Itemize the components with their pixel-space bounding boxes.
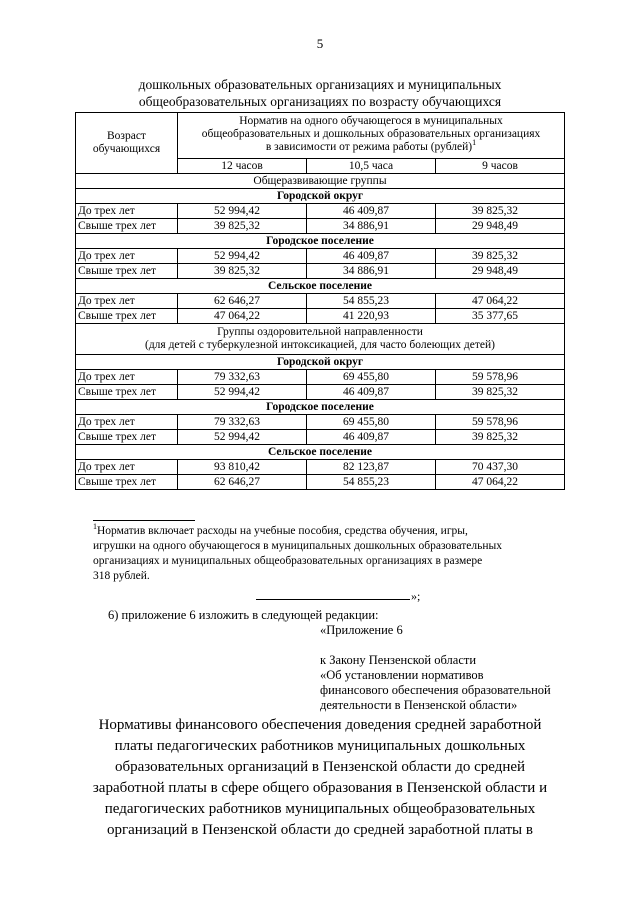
value-cell: 54 855,23	[306, 294, 435, 309]
value-cell: 54 855,23	[306, 475, 435, 490]
title-line: Нормативы финансового обеспечения доведения средней заработной	[98, 717, 542, 733]
table-row	[76, 475, 565, 490]
value-cell: 39 825,32	[435, 204, 564, 219]
age-cell: Свыше трех лет	[76, 385, 178, 400]
section-title: Сельское поселение	[76, 279, 565, 294]
value-cell: 46 409,87	[306, 385, 435, 400]
footnote-marker: 1	[93, 522, 97, 532]
section-title: Городской округ	[76, 189, 565, 204]
appendix-line: «Об установлении нормативов	[320, 668, 484, 682]
value-cell: 35 377,65	[435, 309, 564, 324]
table-row	[76, 460, 565, 475]
value-cell: 41 220,93	[306, 309, 435, 324]
norm-table	[75, 112, 565, 490]
value-cell: 39 825,32	[435, 430, 564, 445]
value-cell: 34 886,91	[306, 219, 435, 234]
age-column-header: Возраст обучающихся	[76, 113, 178, 174]
hours-10-5: 10,5 часа	[306, 159, 435, 174]
hours-12: 12 часов	[178, 159, 307, 174]
closing-rule	[256, 599, 410, 600]
appendix-line: финансового обеспечения образовательной	[320, 683, 551, 697]
age-cell: Свыше трех лет	[76, 264, 178, 279]
table-row	[76, 219, 565, 234]
section-title: Городское поселение	[76, 234, 565, 249]
value-cell: 62 646,27	[178, 294, 307, 309]
title-line: образовательных организаций в Пензенской области до средней	[114, 759, 526, 775]
value-cell: 70 437,30	[435, 460, 564, 475]
table-row	[76, 264, 565, 279]
table-row	[76, 370, 565, 385]
age-cell: До трех лет	[76, 249, 178, 264]
value-cell: 34 886,91	[306, 264, 435, 279]
table-row	[76, 309, 565, 324]
value-cell: 39 825,32	[435, 385, 564, 400]
title-line: педагогических работников муниципальных общеобразовательных	[104, 801, 536, 817]
footnote-divider	[93, 520, 195, 521]
table-row	[76, 415, 565, 430]
hours-9: 9 часов	[435, 159, 564, 174]
table-row	[76, 204, 565, 219]
value-cell: 29 948,49	[435, 219, 564, 234]
title-line: организаций в Пензенской области до средней заработной платы в	[107, 822, 533, 838]
age-cell: Свыше трех лет	[76, 309, 178, 324]
value-cell: 52 994,42	[178, 385, 307, 400]
page-number: 5	[316, 36, 324, 51]
title-line: заработной платы в сфере общего образования в Пензенской области и	[92, 780, 548, 796]
section-title-heading	[70, 715, 570, 841]
value-cell: 39 825,32	[178, 219, 307, 234]
closing-mark: »;	[411, 589, 421, 603]
table-row	[76, 385, 565, 400]
caption-line: общеобразовательных организациях по возрасту обучающихся	[138, 94, 502, 109]
footnote-line: $^1$Норматив включает расходы на учебные пособия, средства обучения, игры,	[93, 522, 468, 537]
value-cell: 46 409,87	[306, 430, 435, 445]
value-cell: 82 123,87	[306, 460, 435, 475]
section-title: Городской округ	[76, 355, 565, 370]
section-title: Сельское поселение	[76, 445, 565, 460]
value-cell: 46 409,87	[306, 204, 435, 219]
value-cell: 79 332,63	[178, 370, 307, 385]
age-cell: До трех лет	[76, 204, 178, 219]
age-cell: Свыше трех лет	[76, 430, 178, 445]
value-cell: 29 948,49	[435, 264, 564, 279]
section-title: Городское поселение	[76, 400, 565, 415]
appendix-line: к Закону Пензенской области	[320, 653, 477, 667]
appendix-line: «Приложение 6	[320, 623, 403, 637]
value-cell: 52 994,42	[178, 249, 307, 264]
value-cell: 52 994,42	[178, 204, 307, 219]
table-caption	[70, 76, 570, 110]
table-row	[76, 294, 565, 309]
value-cell: 47 064,22	[435, 475, 564, 490]
value-cell: 69 455,80	[306, 415, 435, 430]
footnote-line: игрушки на одного обучающегося в муниципальных дошкольных образовательных	[93, 540, 502, 552]
table-header-row	[76, 113, 565, 159]
caption-line: дошкольных образовательных организациях и муниципальных	[138, 77, 502, 92]
age-cell: Свыше трех лет	[76, 219, 178, 234]
age-cell: Свыше трех лет	[76, 475, 178, 490]
age-cell: До трех лет	[76, 370, 178, 385]
value-cell: 69 455,80	[306, 370, 435, 385]
age-cell: До трех лет	[76, 460, 178, 475]
footnote-ref: 1	[472, 138, 477, 148]
value-cell: 93 810,42	[178, 460, 307, 475]
value-cell: 46 409,87	[306, 249, 435, 264]
value-cell: 39 825,32	[178, 264, 307, 279]
value-cell: 59 578,96	[435, 415, 564, 430]
value-cell: 39 825,32	[435, 249, 564, 264]
value-cell: 62 646,27	[178, 475, 307, 490]
age-cell: До трех лет	[76, 294, 178, 309]
value-cell: 59 578,96	[435, 370, 564, 385]
group-title: Группы оздоровительной направленности (для детей с туберкулезной интоксикацией, для часто болеющих детей)	[76, 324, 565, 355]
appendix-line: деятельности в Пензенской области»	[320, 698, 518, 712]
value-cell: 79 332,63	[178, 415, 307, 430]
title-line: платы педагогических работников муниципальных дошкольных	[114, 738, 526, 754]
age-cell: До трех лет	[76, 415, 178, 430]
footnote-line: организациях и муниципальных общеобразовательных организациях в размере	[93, 555, 483, 567]
value-cell: 47 064,22	[178, 309, 307, 324]
table-row	[76, 430, 565, 445]
appendix-header	[320, 623, 551, 713]
group-title: Общеразвивающие группы	[76, 174, 565, 189]
instruction-text: 6) приложение 6 изложить в следующей редакции:	[108, 608, 379, 622]
value-cell: 47 064,22	[435, 294, 564, 309]
norm-column-header: Норматив на одного обучающегося в муниципальных общеобразовательных и дошкольных образовательных организациях в зависимости от режима работы (рублей)$^1$	[178, 113, 565, 159]
value-cell: 52 994,42	[178, 430, 307, 445]
footnote-line: 318 рублей.	[93, 570, 150, 582]
closing-line	[256, 589, 420, 604]
footnote	[93, 524, 565, 584]
table-row	[76, 249, 565, 264]
